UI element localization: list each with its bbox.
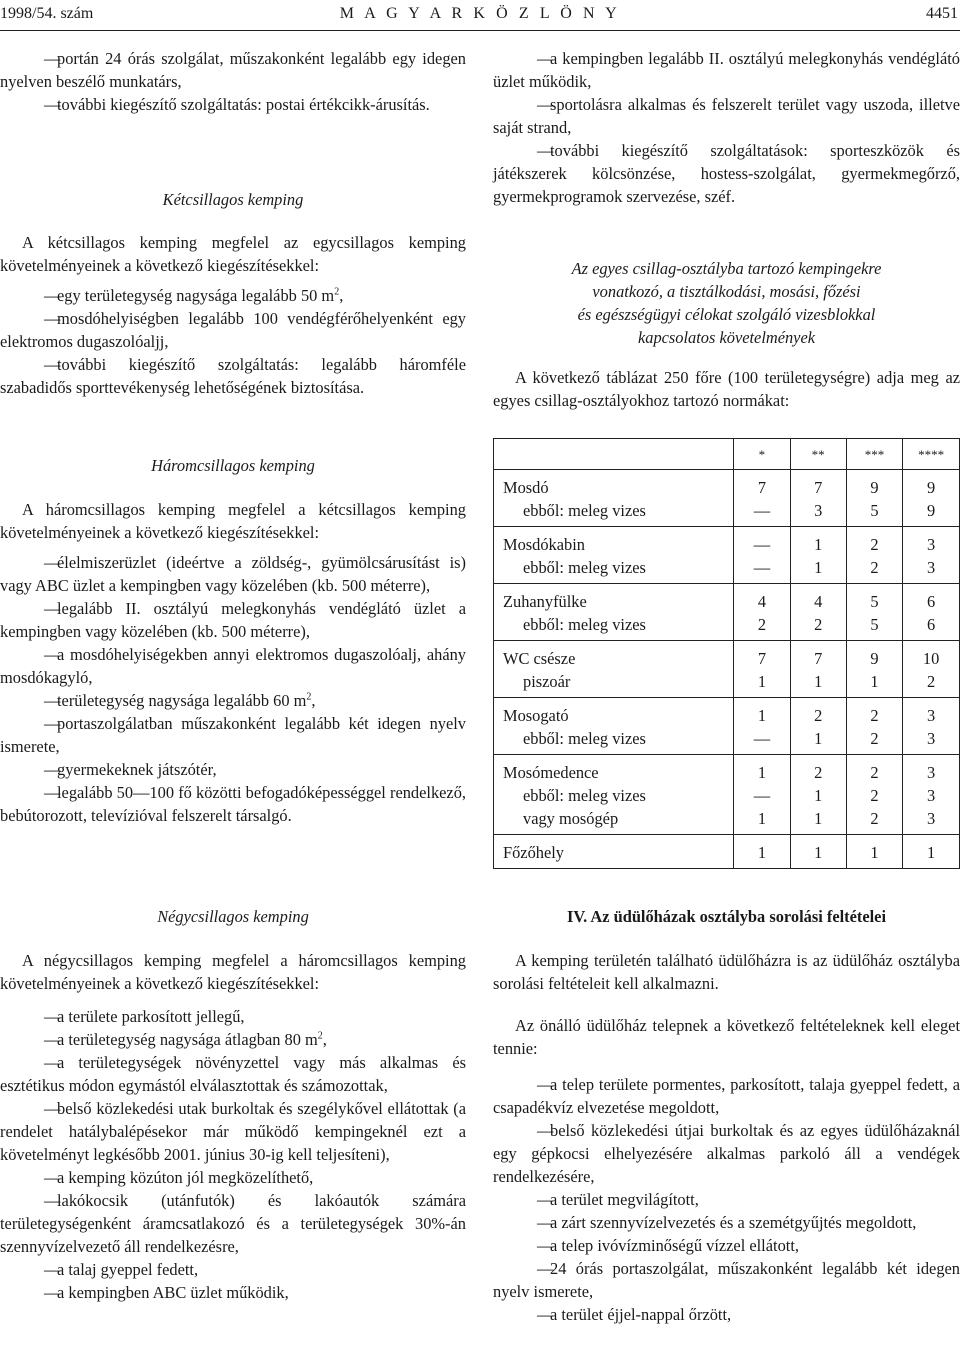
list-item: —a terület éjjel-nappal őrzött,: [537, 1305, 732, 1324]
table-cell: 2: [814, 706, 823, 725]
row-label: Mosdó: [503, 478, 549, 497]
table-cell: 1: [814, 786, 823, 805]
list-item: —a területegység nagysága átlagban 80 $m^2$,: [44, 1030, 327, 1049]
table-header-cell: **: [790, 439, 846, 470]
list-item: —lakókocsik (utánfutók) és lakóautók számára területegységenként áramcsatlakozó és a területegységek 30%-án szennyvízelvezető áll rendelkezésre,: [0, 1191, 466, 1256]
section-title-line: kapcsolatos követelmények: [637, 328, 816, 347]
list-item: —további kiegészítő szolgáltatás: legalább háromféle szabadidős sporttevékenység lehetőségének biztosítása.: [0, 355, 466, 397]
table-row: [494, 641, 960, 698]
section-intro: A négycsillagos kemping megfelel a háromcsillagos kemping követelményeinek a következő kiegészítésekkel:: [0, 951, 466, 993]
table-cell: 3: [927, 706, 936, 725]
list-item: —sportolásra alkalmas és felszerelt terület vagy uszoda, illetve saját strand,: [493, 95, 960, 137]
section-vizesblokk: [493, 257, 960, 412]
table-header-cell: *: [734, 439, 790, 470]
page-number: 4451: [926, 5, 958, 22]
row-sublabel: ebből: meleg vizes: [523, 501, 646, 520]
list-item: —portán 24 órás szolgálat, műszakonként legalább egy idegen nyelven beszélő munkatárs,: [0, 49, 466, 91]
list-item: —belső közlekedési útjai burkoltak és az egyes üdülőházaknál egy gépkocsi elhelyezésére alkalmas parkoló áll a vendégek rendelkezésére,: [493, 1121, 960, 1186]
table-cell: 2: [870, 809, 879, 828]
list-item: —a talaj gyeppel fedett,: [44, 1260, 199, 1279]
table-cell: 1: [814, 535, 823, 554]
table-cell: 6: [927, 592, 936, 611]
table-cell: 1: [814, 672, 823, 691]
table-cell: 5: [870, 592, 879, 611]
header-rule: [0, 30, 960, 31]
section-intro: A kétcsillagos kemping megfelel az egycsillagos kemping követelményeinek a következő kiegészítésekkel:: [0, 233, 466, 275]
table-cell: 9: [870, 478, 879, 497]
table-cell: 6: [927, 615, 936, 634]
table-cell: 1: [870, 843, 879, 862]
table-cell: 10: [922, 649, 940, 668]
table-cell: 3: [927, 809, 936, 828]
table-cell: 4: [757, 592, 767, 611]
row-label: Mosogató: [503, 706, 569, 725]
section-title-line: és egészségügyi célokat szolgáló vizesblokkal: [577, 305, 876, 324]
table-header-cell: [494, 439, 734, 470]
table-row: [494, 527, 960, 584]
table-cell: 9: [927, 478, 936, 497]
list-item: —a mosdóhelyiségekben annyi elektromos dugaszolóalj, ahány mosdókagyló,: [0, 645, 466, 687]
table-cell: 1: [814, 729, 823, 748]
norms-table: [493, 438, 960, 869]
section-title: Kétcsillagos kemping: [162, 190, 304, 209]
table-cell: 3: [927, 763, 936, 782]
section-title: Négycsillagos kemping: [157, 907, 309, 926]
table-cell: —: [753, 558, 771, 577]
table-cell: 2: [870, 786, 879, 805]
journal-title: M A G Y A R K Ö Z L Ö N Y: [339, 5, 621, 22]
table-cell: 3: [927, 535, 936, 554]
table-cell: 3: [927, 558, 936, 577]
table-cell: 3: [927, 786, 936, 805]
table-header-cell: ****: [903, 439, 960, 470]
table-cell: 2: [870, 763, 879, 782]
table-cell: 9: [927, 501, 936, 520]
norms-table-frame: [493, 438, 960, 869]
row-sublabel: ebből: meleg vizes: [523, 558, 646, 577]
row-label: Mosdókabin: [503, 535, 585, 554]
list-item: —a terület megvilágított,: [537, 1190, 699, 1209]
table-cell: 9: [870, 649, 879, 668]
table-cell: 1: [757, 672, 767, 691]
row-sublabel: piszoár: [523, 672, 571, 691]
row-label: Mosómedence: [503, 763, 599, 782]
paragraph: Az önálló üdülőház telepnek a következő feltételeknek kell eleget tennie:: [493, 1016, 960, 1058]
row-label: Zuhanyfülke: [503, 592, 587, 611]
section-ketcsillagos: [0, 188, 466, 399]
right-top-list: [493, 47, 960, 208]
list-item: —legalább II. osztályú melegkonyhás vendéglátó üzlet a kempingben vagy közelében (kb. 500 méterre),: [0, 599, 466, 641]
table-cell: 5: [870, 615, 879, 634]
table-cell: 4: [814, 592, 823, 611]
list-item: —portaszolgálatban műszakonként legalább két idegen nyelv ismerete,: [0, 714, 466, 756]
list-item: —gyermekeknek játszótér,: [44, 760, 217, 779]
table-cell: —: [753, 729, 771, 748]
list-item: —egy területegység nagysága legalább 50 $m^2$,: [44, 286, 344, 305]
table-cell: 3: [814, 501, 823, 520]
list-item: —a kempingben legalább II. osztályú melegkonyhás vendéglátó üzlet működik,: [493, 49, 960, 91]
row-sublabel: vagy mosógép: [523, 809, 619, 828]
table-cell: 7: [814, 478, 823, 497]
list-item: —legalább 50—100 fő közötti befogadóképességgel rendelkező, bebútorozott, televízióval felszerelt társalgó.: [0, 783, 466, 825]
list-item: —a telep területe pormentes, parkosított, talaja gyeppel fedett, a csapadékvíz elvezetése megoldott,: [493, 1075, 960, 1117]
row-sublabel: ebből: meleg vizes: [523, 786, 646, 805]
table-cell: 2: [870, 729, 879, 748]
list-item: —belső közlekedési utak burkoltak és szegélykővel ellátottak (a rendelet hatálybalépésekor már működő kempingeknél ezt a követelményt legkésőbb 2001. június 30-ig kell teljesíteni),: [0, 1099, 466, 1164]
table-cell: —: [753, 786, 771, 805]
table-cell: 7: [814, 649, 823, 668]
table-cell: 1: [757, 706, 767, 725]
table-cell: 7: [757, 478, 767, 497]
table-cell: 1: [927, 843, 936, 862]
list-item: —a zárt szennyvízelvezetés és a szemétgyűjtés megoldott,: [537, 1213, 917, 1232]
table-cell: 7: [757, 649, 767, 668]
list-item: —a kemping közúton jól megközelíthető,: [44, 1168, 314, 1187]
row-sublabel: ebből: meleg vizes: [523, 615, 646, 634]
section-negycsillagos: [0, 905, 466, 1304]
list-item: —a kempingben ABC üzlet működik,: [44, 1283, 289, 1302]
table-cell: 2: [814, 763, 823, 782]
table-cell: —: [753, 501, 771, 520]
table-row: [494, 835, 960, 869]
table-cell: 1: [870, 672, 879, 691]
table-cell: 2: [870, 535, 879, 554]
section-haromcsillagos: [0, 454, 466, 827]
section-title-line: Az egyes csillag-osztályba tartozó kempingekre: [571, 259, 882, 278]
section-title: IV. Az üdülőházak osztályba sorolási feltételei: [566, 907, 886, 926]
table-cell: 5: [870, 501, 879, 520]
list-item: —a területegységek növényzettel vagy más alkalmas és esztétikus módon egymástól elválasztottak és számozottak,: [0, 1053, 466, 1095]
table-row: [494, 470, 960, 527]
paragraph: A kemping területén található üdülőházra is az üdülőház osztályba sorolási feltételeit kell alkalmazni.: [493, 951, 960, 993]
table-cell: 3: [927, 729, 936, 748]
list-item: —további kiegészítő szolgáltatás: postai értékcikk-árusítás.: [44, 95, 430, 114]
list-item: —a telep ivóvízminőségű vízzel ellátott,: [537, 1236, 799, 1255]
section-intro: A háromcsillagos kemping megfelel a kétcsillagos kemping követelményeinek a következő kiegészítésekkel:: [0, 500, 466, 542]
table-cell: 1: [757, 809, 767, 828]
page-header: [0, 2, 960, 26]
table-cell: 1: [814, 558, 823, 577]
row-label: Főzőhely: [503, 843, 565, 862]
table-header-row: [494, 439, 960, 470]
table-cell: 2: [927, 672, 936, 691]
list-item: —további kiegészítő szolgáltatások: sporteszközök és játékszerek kölcsönzése, hostess-szolgálat, gyermekmegőrző, gyermekprogramok szervezése, széf.: [493, 141, 960, 206]
list-item: —24 órás portaszolgálat, műszakonként legalább két idegen nyelv ismerete,: [493, 1259, 960, 1301]
row-label: WC csésze: [503, 649, 576, 668]
table-cell: 2: [814, 615, 823, 634]
table-row: [494, 698, 960, 755]
table-cell: —: [753, 535, 771, 554]
table-header-cell: ***: [846, 439, 902, 470]
table-cell: 2: [870, 558, 879, 577]
section-udulohaz: [493, 905, 960, 1326]
table-cell: 1: [757, 843, 767, 862]
section-intro: A következő táblázat 250 főre (100 területegységre) adja meg az egyes csillag-osztályokhoz tartozó normákat:: [493, 368, 960, 410]
table-cell: 2: [757, 615, 767, 634]
list-item: —a területe parkosított jellegű,: [44, 1007, 245, 1026]
table-row: [494, 755, 960, 835]
issue-number: 1998/54. szám: [0, 5, 94, 22]
list-item: —mosdóhelyiségben legalább 100 vendégférőhelyenként egy elektromos dugaszolóaljj,: [0, 309, 466, 351]
list-item: —élelmiszerüzlet (ideértve a zöldség-, gyümölcsárusítást is) vagy ABC üzlet a kempingben vagy közelében (kb. 500 méterre),: [0, 553, 466, 595]
section-title: Háromcsillagos kemping: [151, 456, 315, 475]
list-item: —területegység nagysága legalább 60 $m^2$,: [44, 691, 316, 710]
table-cell: 2: [870, 706, 879, 725]
table-row: [494, 584, 960, 641]
table-cell: 1: [757, 763, 767, 782]
section-title-line: vonatkozó, a tisztálkodási, mosási, főzési: [592, 282, 861, 301]
left-top-list: [0, 47, 466, 116]
row-sublabel: ebből: meleg vizes: [523, 729, 646, 748]
table-cell: 1: [814, 843, 823, 862]
table-cell: 1: [814, 809, 823, 828]
